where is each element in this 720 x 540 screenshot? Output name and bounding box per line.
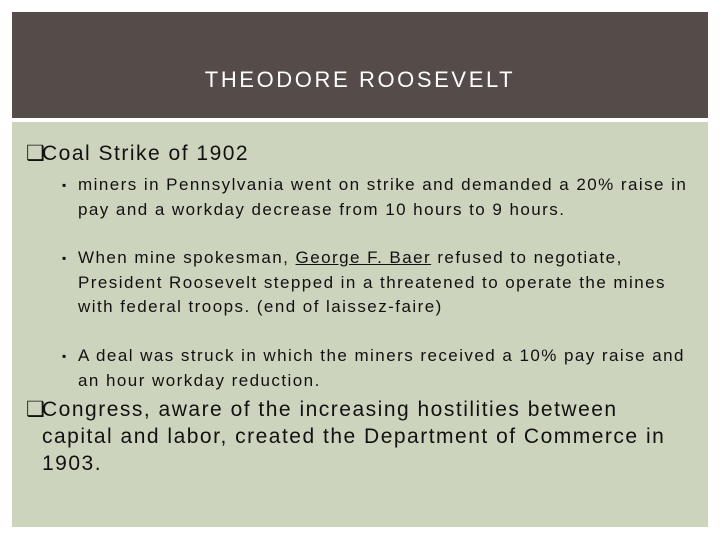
- slide-body: [12, 122, 708, 527]
- subbullet-baer: [62, 246, 698, 320]
- subbullet-text-before: When mine spokesman,: [78, 248, 296, 267]
- square-bullet-icon: ▪: [62, 349, 68, 363]
- slide-title: THEODORE ROOSEVELT: [204, 67, 516, 92]
- title-bar: [12, 12, 708, 118]
- bullet-text: Coal Strike of 1902: [42, 142, 250, 165]
- george-baer-link[interactable]: George F. Baer: [295, 248, 432, 267]
- subbullet-text-after: refused to negotiate, President Roosevelt stepped in a threatened to operate the mines with federal troops. (end of laissez-faire): [78, 248, 667, 316]
- subbullet-text: miners in Pennsylvania went on strike and demanded a 20% raise in pay and a workday decrease from 10 hours to 9 hours.: [78, 175, 688, 219]
- bullet-congress: [26, 396, 672, 477]
- square-bullet-icon: ▪: [62, 178, 68, 192]
- bullet-coal-strike: [26, 140, 250, 167]
- bullet-text: Congress, aware of the increasing hostilities between capital and labor, created the Department of Commerce in 1903.: [42, 398, 666, 475]
- box-bullet-icon: ❑: [26, 398, 47, 421]
- subbullet-deal: [62, 344, 698, 393]
- subbullet-text: A deal was struck in which the miners received a 10% pay raise and an hour workday reduction.: [78, 346, 685, 390]
- subbullet-miners: [62, 173, 698, 222]
- box-bullet-icon: ❑: [26, 142, 47, 165]
- square-bullet-icon: ▪: [62, 251, 68, 265]
